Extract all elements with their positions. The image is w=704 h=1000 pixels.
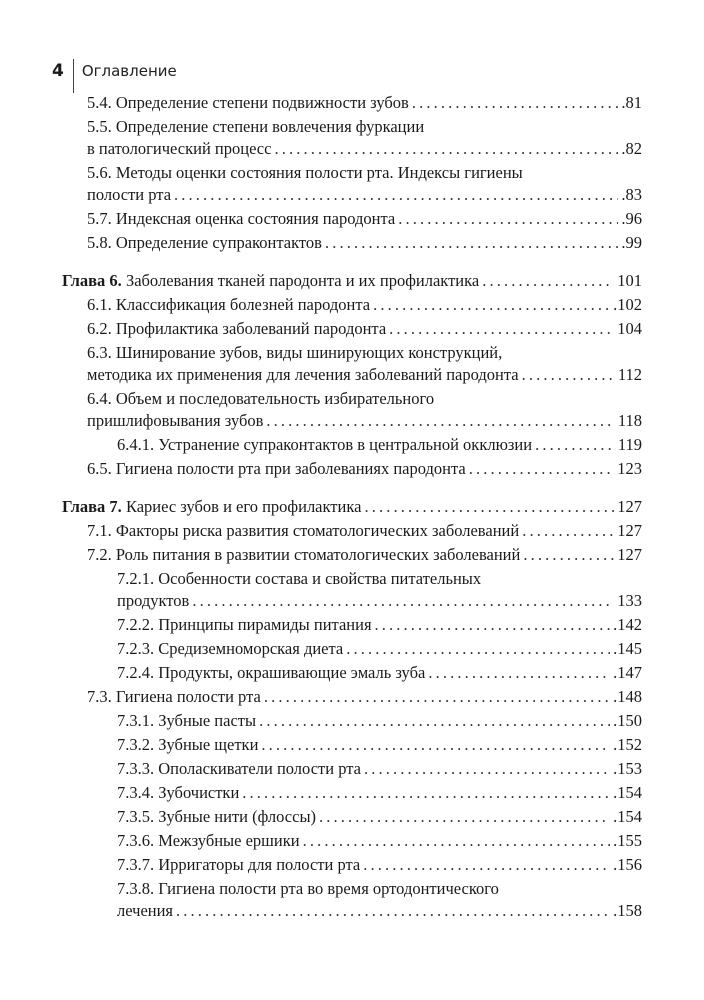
toc-entry-row [117, 434, 642, 456]
running-title: Оглавление [81, 62, 177, 80]
dot-leader [274, 138, 618, 160]
toc-entry-row [87, 184, 642, 206]
toc-entry-title [117, 830, 300, 852]
toc-page-number: .81 [621, 93, 642, 112]
toc-entry-row [87, 92, 642, 114]
toc-page-number: .99 [621, 233, 642, 252]
toc-entry-title-text: Кариес зубов и его профилактика [121, 497, 362, 516]
toc-entry-title [87, 208, 395, 230]
toc-entry-title [62, 496, 361, 518]
toc-entry[interactable] [62, 710, 642, 732]
toc-entry-title-text: 7.3.5. Зубные нити (флоссы) [117, 807, 317, 826]
toc-entry-title-text: методика их применения для лечения заболеваний пародонта [87, 365, 519, 384]
toc-entry-title [117, 710, 256, 732]
toc-entry[interactable] [62, 92, 642, 114]
toc-entry-title [62, 270, 479, 292]
dot-leader [398, 208, 618, 230]
toc-entry[interactable] [62, 208, 642, 230]
toc-entry-row [117, 782, 642, 804]
toc-entry-title-text: пришлифовывания зубов [87, 411, 264, 430]
toc-entry-title [87, 364, 519, 386]
dot-leader [174, 184, 618, 206]
toc-entry-row [117, 710, 642, 732]
chapter-label: Глава 6. [62, 271, 122, 290]
toc-entry-title [117, 900, 173, 922]
toc-entry-title [87, 318, 386, 340]
toc-entry-title [87, 294, 370, 316]
toc-entry-title-text: 6.4.1. Устранение супраконтактов в центральной окклюзии [117, 435, 533, 454]
toc-entry[interactable] [62, 568, 642, 612]
toc-entry-title [87, 232, 322, 254]
toc-entry-title [117, 590, 189, 612]
toc-entry-title-text: 7.3.2. Зубные щетки [117, 735, 259, 754]
toc-page-number: 127 [617, 545, 642, 564]
toc-entry[interactable] [62, 458, 642, 480]
toc-page-number: .154 [613, 807, 642, 826]
dot-leader [242, 782, 610, 804]
dot-leader [192, 590, 614, 612]
toc-entry[interactable] [62, 388, 642, 432]
toc-entry-row [117, 830, 642, 852]
toc-entry-title-line: 6.4. Объем и последовательность избирательного [87, 389, 435, 408]
toc-entry-title [87, 686, 261, 708]
toc-entry-title [87, 138, 271, 160]
toc-page-number: .96 [621, 209, 642, 228]
toc-page-number: .82 [621, 139, 642, 158]
toc-entry-title [117, 806, 316, 828]
toc-entry-title-text: продуктов [117, 591, 190, 610]
toc-entry-title [117, 854, 360, 876]
dot-leader [364, 758, 610, 780]
dot-leader [412, 92, 619, 114]
dot-leader [346, 638, 610, 660]
toc-entry-row [87, 364, 642, 386]
toc-page-number: 101 [617, 271, 642, 290]
toc-page-number: .156 [613, 855, 642, 874]
toc-entry-title [87, 184, 171, 206]
toc-entry-title [117, 614, 372, 636]
toc-entry[interactable] [62, 758, 642, 780]
toc-entry-title-text: 7.3.6. Межзубные ершики [117, 831, 300, 850]
toc-page-number: .152 [613, 735, 642, 754]
toc-entry-title [117, 662, 425, 684]
toc-entry-title-text: Заболевания тканей пародонта и их профилактика [121, 271, 480, 290]
toc-entry-title-text: 5.7. Индексная оценка состояния пародонта [87, 209, 396, 228]
toc-entry-row [117, 900, 642, 922]
toc-entry-title [87, 410, 263, 432]
toc-chapter-entry[interactable] [62, 270, 642, 292]
toc-page-number: .148 [613, 687, 642, 706]
dot-leader [319, 806, 610, 828]
dot-leader [469, 458, 615, 480]
toc-entry-title [117, 782, 239, 804]
toc-entry[interactable] [62, 520, 642, 542]
toc-page-number: 119 [617, 435, 642, 454]
toc-page-number: .145 [613, 639, 642, 658]
toc-entry-title-line: 7.2.1. Особенности состава и свойства питательных [117, 569, 482, 588]
toc-entry-row [87, 520, 642, 542]
dot-leader [259, 710, 610, 732]
toc-entry-title-line: 5.6. Методы оценки состояния полости рта. Индексы гигиены [87, 163, 523, 182]
page-number: 4 [52, 61, 64, 81]
toc-entry-title-text: полости рта [87, 185, 172, 204]
toc-page-number: 118 [617, 411, 642, 430]
toc-entry-title-text: 7.2.4. Продукты, окрашивающие эмаль зуба [117, 663, 426, 682]
toc-entry-title-text: 6.5. Гигиена полости рта при заболеваниях пародонта [87, 459, 466, 478]
dot-leader [428, 662, 610, 684]
toc-entry-row [87, 458, 642, 480]
toc-entry-title [87, 458, 466, 480]
toc-entry[interactable] [62, 830, 642, 852]
toc-page-number: .153 [613, 759, 642, 778]
toc-entry[interactable] [62, 318, 642, 340]
toc-page-number: .83 [621, 185, 642, 204]
toc-page-number: 123 [617, 459, 642, 478]
toc-entry-title-text: в патологический процесс [87, 139, 272, 158]
toc-entry-row [87, 686, 642, 708]
toc-entry-title-text: 5.4. Определение степени подвижности зубов [87, 93, 409, 112]
toc-entry[interactable] [62, 686, 642, 708]
toc-entry-title [87, 520, 519, 542]
dot-leader [261, 734, 610, 756]
toc-entry-title-text: 5.8. Определение супраконтактов [87, 233, 322, 252]
toc-entry[interactable] [62, 294, 642, 316]
toc-entry-title-text: 6.1. Классификация болезней пародонта [87, 295, 371, 314]
toc-page-number: .147 [613, 663, 642, 682]
toc-entry-title-text: 7.3. Гигиена полости рта [87, 687, 261, 706]
toc-entry-row [87, 138, 642, 160]
toc-entry-title [87, 544, 520, 566]
chapter-label: Глава 7. [62, 497, 122, 516]
toc-page-number: .142 [613, 615, 642, 634]
toc-entry-title-text: 7.2.3. Средиземноморская диета [117, 639, 344, 658]
toc-entry-title-text: 6.2. Профилактика заболеваний пародонта [87, 319, 387, 338]
toc-entry-title-text: 7.2. Роль питания в развитии стоматологических заболеваний [87, 545, 521, 564]
toc-entry[interactable] [62, 662, 642, 684]
toc-page-number: .150 [613, 711, 642, 730]
dot-leader [522, 520, 614, 542]
toc-entry[interactable] [62, 806, 642, 828]
toc-entry-title-text: лечения [117, 901, 174, 920]
toc-entry-row [117, 614, 642, 636]
toc-entry-title [117, 758, 361, 780]
table-of-contents [62, 92, 642, 924]
toc-page-number: 127 [617, 521, 642, 540]
toc-entry-title-line: 7.3.8. Гигиена полости рта во время ортодонтического [117, 879, 499, 898]
toc-page-number: 133 [617, 591, 642, 610]
toc-entry[interactable] [62, 878, 642, 922]
dot-leader [482, 270, 614, 292]
toc-entry-row [117, 638, 642, 660]
dot-leader [523, 544, 614, 566]
toc-entry-title-line: 5.5. Определение степени вовлечения фуркации [87, 117, 425, 136]
toc-page-number: .155 [613, 831, 642, 850]
toc-entry-row [117, 734, 642, 756]
toc-entry[interactable] [62, 434, 642, 456]
toc-entry[interactable] [62, 638, 642, 660]
toc-page-number: .158 [613, 901, 642, 920]
header-divider [73, 59, 74, 93]
toc-entry[interactable] [62, 614, 642, 636]
toc-entry-title-text: 7.2.2. Принципы пирамиды питания [117, 615, 372, 634]
toc-entry-title-line: 6.3. Шинирование зубов, виды шинирующих конструкций, [87, 343, 503, 362]
toc-page-number: .102 [613, 295, 642, 314]
toc-entry[interactable] [62, 162, 642, 206]
dot-leader [325, 232, 618, 254]
dot-leader [266, 410, 614, 432]
toc-entry-row [117, 806, 642, 828]
toc-entry[interactable] [62, 782, 642, 804]
dot-leader [375, 614, 611, 636]
toc-entry[interactable] [62, 116, 642, 160]
toc-entry-row [117, 662, 642, 684]
toc-page-number: 127 [617, 497, 642, 516]
toc-entry-title-text: 7.3.7. Ирригаторы для полости рта [117, 855, 361, 874]
running-header [52, 58, 177, 84]
dot-leader [363, 854, 610, 876]
toc-entry-row [117, 854, 642, 876]
toc-entry-row [117, 590, 642, 612]
toc-entry-title-text: 7.1. Факторы риска развития стоматологических заболеваний [87, 521, 520, 540]
toc-entry-title [117, 434, 532, 456]
dot-leader [176, 900, 610, 922]
toc-entry-row [117, 758, 642, 780]
toc-entry-row [87, 544, 642, 566]
toc-entry-title-text: 7.3.4. Зубочистки [117, 783, 240, 802]
toc-chapter-entry[interactable] [62, 496, 642, 518]
toc-entry[interactable] [62, 232, 642, 254]
toc-entry-title-text: 7.3.1. Зубные пасты [117, 711, 257, 730]
dot-leader [522, 364, 615, 386]
toc-entry-row [62, 496, 642, 518]
toc-entry[interactable] [62, 544, 642, 566]
toc-entry-row [87, 318, 642, 340]
toc-page-number: 112 [617, 365, 642, 384]
dot-leader [303, 830, 611, 852]
dot-leader [535, 434, 615, 456]
toc-entry-title [117, 734, 258, 756]
toc-entry-title-text: 7.3.3. Ополаскиватели полости рта [117, 759, 361, 778]
toc-entry-title [117, 638, 343, 660]
toc-entry-row [87, 410, 642, 432]
toc-entry-row [87, 232, 642, 254]
dot-leader [373, 294, 610, 316]
toc-entry[interactable] [62, 734, 642, 756]
toc-entry-row [87, 294, 642, 316]
toc-entry[interactable] [62, 342, 642, 386]
toc-entry-row [62, 270, 642, 292]
dot-leader [264, 686, 610, 708]
dot-leader [364, 496, 614, 518]
toc-page-number: .154 [613, 783, 642, 802]
toc-entry[interactable] [62, 854, 642, 876]
dot-leader [389, 318, 614, 340]
toc-page-number: 104 [617, 319, 642, 338]
toc-entry-row [87, 208, 642, 230]
toc-entry-title [87, 92, 409, 114]
